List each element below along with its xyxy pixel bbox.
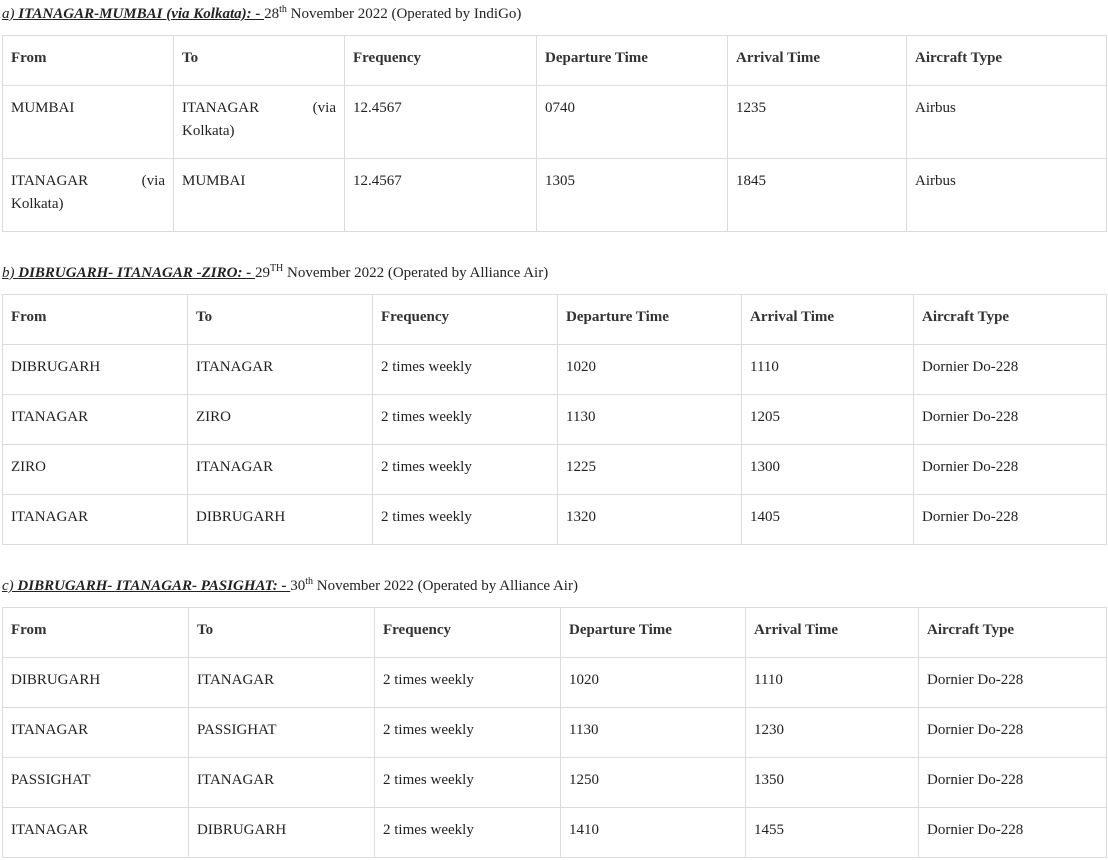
- table-row: [3, 658, 1107, 708]
- cell-frequency: 2 times weekly: [373, 345, 558, 395]
- cell-aircraft-type: Dornier Do-228: [919, 758, 1107, 808]
- cell-aircraft-type: Dornier Do-228: [919, 708, 1107, 758]
- date-suffix: th: [305, 576, 314, 587]
- table-row: [3, 159, 1107, 232]
- cell-frequency: 2 times weekly: [375, 708, 561, 758]
- table-row: [3, 495, 1107, 545]
- cell-from: ITANAGAR: [3, 808, 189, 858]
- route-title: DIBRUGARH- ITANAGAR -ZIRO: -: [18, 265, 255, 281]
- cell-aircraft-type: Dornier Do-228: [919, 658, 1107, 708]
- cell-aircraft-type: Dornier Do-228: [919, 808, 1107, 858]
- schedule-table: [2, 607, 1107, 858]
- cell-from: ITANAGAR (via Kolkata): [3, 159, 174, 232]
- section-prefix: c): [2, 578, 18, 594]
- cell-arrival-time: 1405: [742, 495, 914, 545]
- cell-to: ITANAGAR: [188, 445, 373, 495]
- cell-arrival-time: 1455: [746, 808, 919, 858]
- schedule-section-a: [2, 3, 1106, 232]
- date-operator: November 2022 (Operated by Alliance Air): [283, 265, 549, 281]
- cell-departure-time: 1130: [558, 395, 742, 445]
- cell-to: ZIRO: [188, 395, 373, 445]
- cell-aircraft-type: Airbus: [907, 159, 1107, 232]
- cell-frequency: 2 times weekly: [373, 395, 558, 445]
- table-row: [3, 345, 1107, 395]
- date-day: 30: [290, 578, 306, 594]
- cell-to: ITANAGAR: [189, 758, 375, 808]
- cell-arrival-time: 1235: [728, 86, 907, 159]
- header-departure-time: Departure Time: [558, 295, 742, 345]
- cell-from: ZIRO: [3, 445, 188, 495]
- cell-to: ITANAGAR: [189, 658, 375, 708]
- schedule-section-c: [2, 575, 1106, 858]
- cell-arrival-time: 1230: [746, 708, 919, 758]
- cell-to: DIBRUGARH: [188, 495, 373, 545]
- table-row: [3, 86, 1107, 159]
- cell-frequency: 2 times weekly: [373, 495, 558, 545]
- date-day: 28: [264, 6, 280, 22]
- section-prefix: b): [2, 265, 19, 281]
- cell-departure-time: 1410: [561, 808, 746, 858]
- header-frequency: Frequency: [375, 608, 561, 658]
- header-arrival-time: Arrival Time: [746, 608, 919, 658]
- cell-arrival-time: 1110: [742, 345, 914, 395]
- section-heading: [2, 262, 1106, 284]
- cell-arrival-time: 1110: [746, 658, 919, 708]
- cell-departure-time: 1305: [537, 159, 728, 232]
- cell-arrival-time: 1300: [742, 445, 914, 495]
- table-row: [3, 708, 1107, 758]
- header-departure-time: Departure Time: [537, 36, 728, 86]
- table-row: [3, 808, 1107, 858]
- header-to: To: [188, 295, 373, 345]
- cell-frequency: 2 times weekly: [375, 658, 561, 708]
- table-header-row: [3, 608, 1107, 658]
- cell-arrival-time: 1845: [728, 159, 907, 232]
- schedule-table: [2, 294, 1107, 545]
- cell-aircraft-type: Dornier Do-228: [914, 495, 1107, 545]
- cell-to: DIBRUGARH: [189, 808, 375, 858]
- header-aircraft-type: Aircraft Type: [919, 608, 1107, 658]
- cell-from: MUMBAI: [3, 86, 174, 159]
- section-heading: [2, 575, 1106, 597]
- header-arrival-time: Arrival Time: [728, 36, 907, 86]
- cell-departure-time: 1320: [558, 495, 742, 545]
- header-from: From: [3, 295, 188, 345]
- header-frequency: Frequency: [373, 295, 558, 345]
- header-from: From: [3, 36, 174, 86]
- route-title: ITANAGAR-MUMBAI (via Kolkata): -: [18, 6, 265, 22]
- cell-departure-time: 0740: [537, 86, 728, 159]
- header-aircraft-type: Aircraft Type: [914, 295, 1107, 345]
- header-to: To: [189, 608, 375, 658]
- header-departure-time: Departure Time: [561, 608, 746, 658]
- header-to: To: [174, 36, 345, 86]
- cell-aircraft-type: Dornier Do-228: [914, 345, 1107, 395]
- cell-departure-time: 1020: [561, 658, 746, 708]
- cell-from: PASSIGHAT: [3, 758, 189, 808]
- cell-frequency: 2 times weekly: [375, 758, 561, 808]
- cell-frequency: 12.4567: [345, 159, 537, 232]
- cell-to: ITANAGAR: [188, 345, 373, 395]
- cell-frequency: 2 times weekly: [373, 445, 558, 495]
- cell-departure-time: 1020: [558, 345, 742, 395]
- date-day: 29: [254, 265, 270, 281]
- cell-aircraft-type: Dornier Do-228: [914, 445, 1107, 495]
- table-header-row: [3, 295, 1107, 345]
- cell-to: MUMBAI: [174, 159, 345, 232]
- date-operator: November 2022 (Operated by IndiGo): [286, 6, 522, 22]
- schedule-table: [2, 35, 1107, 232]
- date-suffix: th: [279, 4, 287, 15]
- cell-departure-time: 1250: [561, 758, 746, 808]
- header-frequency: Frequency: [345, 36, 537, 86]
- cell-departure-time: 1225: [558, 445, 742, 495]
- table-row: [3, 395, 1107, 445]
- cell-frequency: 12.4567: [345, 86, 537, 159]
- cell-frequency: 2 times weekly: [375, 808, 561, 858]
- cell-from: DIBRUGARH: [3, 345, 188, 395]
- header-aircraft-type: Aircraft Type: [907, 36, 1107, 86]
- schedule-section-b: [2, 262, 1106, 545]
- cell-arrival-time: 1205: [742, 395, 914, 445]
- table-row: [3, 445, 1107, 495]
- table-header-row: [3, 36, 1107, 86]
- cell-arrival-time: 1350: [746, 758, 919, 808]
- route-title: DIBRUGARH- ITANAGAR- PASIGHAT: -: [17, 578, 291, 594]
- cell-departure-time: 1130: [561, 708, 746, 758]
- date-suffix: TH: [269, 263, 284, 274]
- cell-to: ITANAGAR (via Kolkata): [174, 86, 345, 159]
- section-prefix: a): [2, 6, 19, 22]
- cell-from: DIBRUGARH: [3, 658, 189, 708]
- table-row: [3, 758, 1107, 808]
- cell-aircraft-type: Dornier Do-228: [914, 395, 1107, 445]
- cell-to: PASSIGHAT: [189, 708, 375, 758]
- cell-from: ITANAGAR: [3, 708, 189, 758]
- cell-from: ITANAGAR: [3, 495, 188, 545]
- section-heading: [2, 3, 1106, 25]
- cell-from: ITANAGAR: [3, 395, 188, 445]
- date-operator: November 2022 (Operated by Alliance Air): [313, 578, 578, 594]
- header-arrival-time: Arrival Time: [742, 295, 914, 345]
- header-from: From: [3, 608, 189, 658]
- cell-aircraft-type: Airbus: [907, 86, 1107, 159]
